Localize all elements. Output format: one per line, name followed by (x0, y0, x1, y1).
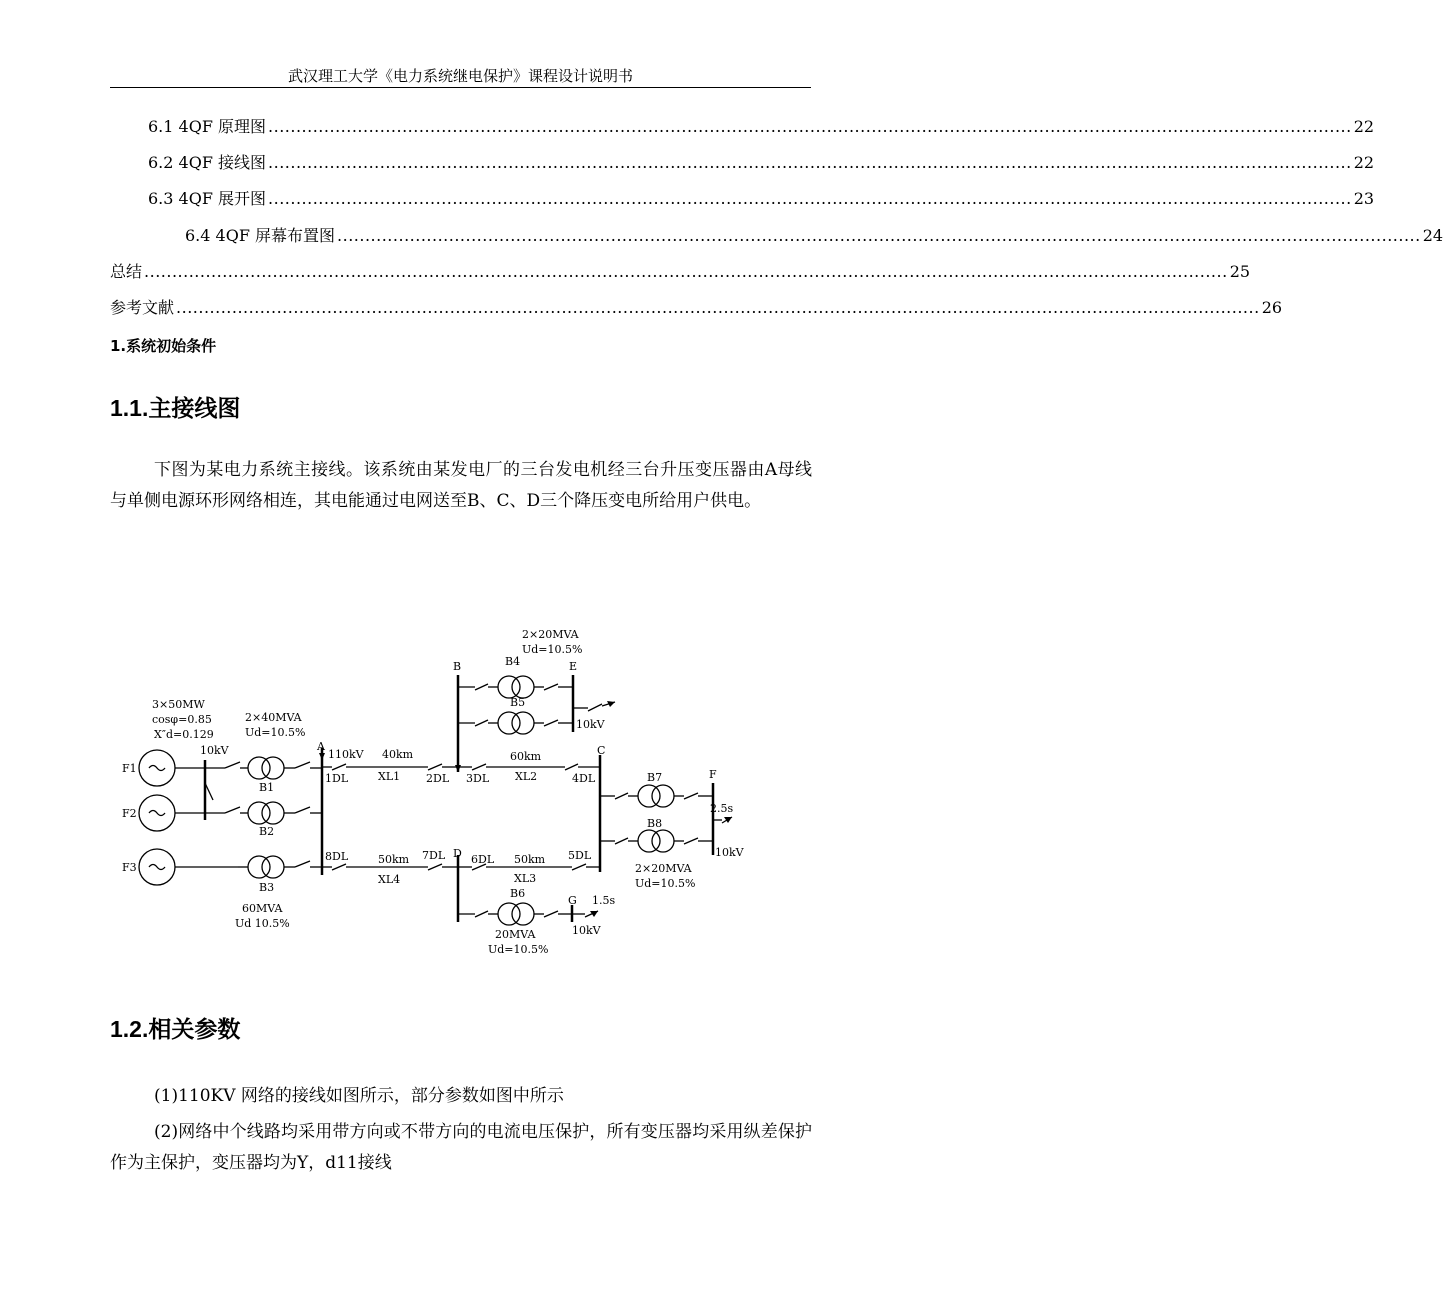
xl4-length-label: 50km (378, 853, 410, 866)
tb-rating-label: 2×20MVA (522, 628, 579, 641)
toc-leader: .................................................................................................................................................................................................. (268, 117, 1352, 136)
breaker-2dl-label: 2DL (426, 772, 450, 785)
toc-entry-page: 23 (1353, 189, 1375, 208)
b2-label: B2 (259, 825, 275, 838)
tc-rating-label: 2×20MVA (635, 862, 692, 875)
bus-d-label: D (453, 847, 462, 860)
toc-entry-page: 26 (1261, 298, 1283, 317)
toc-entry-label: 总结 (110, 262, 143, 281)
toc-leader: .................................................................................................................................................................................................. (268, 189, 1352, 208)
main-wiring-diagram (110, 620, 744, 965)
toc-entry-label: 参考文献 (110, 298, 175, 317)
xl3-length-label: 50km (514, 853, 546, 866)
t3-rating-label: 60MVA (242, 902, 283, 915)
xl1-label: XL1 (378, 770, 401, 783)
xl1-length-label: 40km (382, 748, 414, 761)
page-header: 武汉理工大学《电力系统继电保护》课程设计说明书 (287, 67, 633, 85)
breaker-7dl-label: 7DL (422, 849, 446, 862)
section-heading-1-2: 1.2.相关参数 (110, 1016, 241, 1042)
b3-label: B3 (259, 881, 275, 894)
toc-entry[interactable] (148, 116, 1375, 138)
td-rating-label: 20MVA (495, 928, 536, 941)
xl4-label: XL4 (378, 873, 401, 886)
bus-c-label: C (597, 744, 606, 757)
gen-reactance-label: X″d=0.129 (154, 728, 214, 741)
toc-leader: .................................................................................................................................................................................................. (268, 153, 1352, 172)
toc-entry-page: 22 (1353, 153, 1375, 172)
xl3-label: XL3 (514, 872, 537, 885)
toc-leader: .................................................................................................................................................................................................. (144, 262, 1228, 281)
toc-entry-page: 22 (1353, 117, 1375, 136)
f-time-label: 2.5s (710, 802, 734, 815)
gen-f1-label: F1 (122, 762, 137, 775)
gen-rating-label: 3×50MW (152, 698, 205, 711)
e-kv-label: 10kV (576, 718, 605, 731)
b5-label: B5 (510, 696, 526, 709)
section-heading-1: 1.系统初始条件 (110, 337, 217, 355)
section-heading-1-1: 1.1.主接线图 (110, 395, 241, 421)
b6-label: B6 (510, 887, 526, 900)
t12-ud-label: Ud=10.5% (245, 726, 306, 739)
tb-ud-label: Ud=10.5% (522, 643, 583, 656)
gen-cos-label: cosφ=0.85 (152, 713, 212, 726)
bus-a-label: A (317, 740, 325, 753)
gen-bus-kv-label: 10kV (200, 744, 229, 757)
toc-entry[interactable] (110, 297, 1283, 319)
toc-entry-label: 6.4 4QF 屏幕布置图 (185, 226, 336, 245)
breaker-5dl-label: 5DL (568, 849, 592, 862)
toc-entry-label: 6.2 4QF 接线图 (148, 153, 267, 172)
toc-entry[interactable] (148, 188, 1375, 210)
toc-entry-label: 6.1 4QF 原理图 (148, 117, 267, 136)
b7-label: B7 (647, 771, 663, 784)
toc-entry-page: 25 (1229, 262, 1251, 281)
breaker-8dl-label: 8DL (325, 850, 349, 863)
xl2-label: XL2 (515, 770, 538, 783)
g-kv-label: 10kV (572, 924, 601, 937)
body-paragraph: 下图为某电力系统主接线。该系统由某发电厂的三台发电机经三台升压变压器由A母线与单侧电源环形网络相连，其电能通过电网送至B、C、D三个降压变电所给用户供电。 (110, 460, 812, 511)
b1-label: B1 (259, 781, 275, 794)
toc-leader: .................................................................................................................................................................................................. (176, 298, 1260, 317)
toc-entry[interactable] (185, 225, 1443, 247)
bus-b-label: B (453, 660, 462, 673)
bus-a-kv-label: 110kV (328, 748, 364, 761)
gen-f3-label: F3 (122, 861, 137, 874)
breaker-6dl-label: 6DL (471, 853, 495, 866)
breaker-4dl-label: 4DL (572, 772, 596, 785)
t12-rating-label: 2×40MVA (245, 711, 302, 724)
b4-label: B4 (505, 655, 521, 668)
bus-e-label: E (569, 660, 578, 673)
breaker-1dl-label: 1DL (325, 772, 349, 785)
toc-leader: .................................................................................................................................................................................................. (337, 226, 1421, 245)
b8-label: B8 (647, 817, 663, 830)
bus-g-label: G (568, 894, 577, 907)
toc-entry[interactable] (110, 261, 1251, 283)
bus-f-label: F (709, 768, 717, 781)
td-ud-label: Ud=10.5% (488, 943, 549, 956)
f-kv-label: 10kV (715, 846, 744, 859)
toc-entry-page: 24 (1422, 226, 1443, 245)
toc-entry-label: 6.3 4QF 展开图 (148, 189, 267, 208)
gen-f2-label: F2 (122, 807, 137, 820)
tc-ud-label: Ud=10.5% (635, 877, 696, 890)
body-paragraph: (2)网络中个线路均采用带方向或不带方向的电流电压保护，所有变压器均采用纵差保护作为主保护，变压器均为Y，d11接线 (110, 1122, 812, 1173)
toc-entry[interactable] (148, 152, 1375, 174)
breaker-3dl-label: 3DL (466, 772, 490, 785)
header-rule (110, 87, 811, 88)
body-paragraph: (1)110KV 网络的接线如图所示，部分参数如图中所示 (154, 1086, 564, 1106)
t3-ud-label: Ud 10.5% (235, 917, 290, 930)
xl2-length-label: 60km (510, 750, 542, 763)
g-time-label: 1.5s (592, 894, 616, 907)
